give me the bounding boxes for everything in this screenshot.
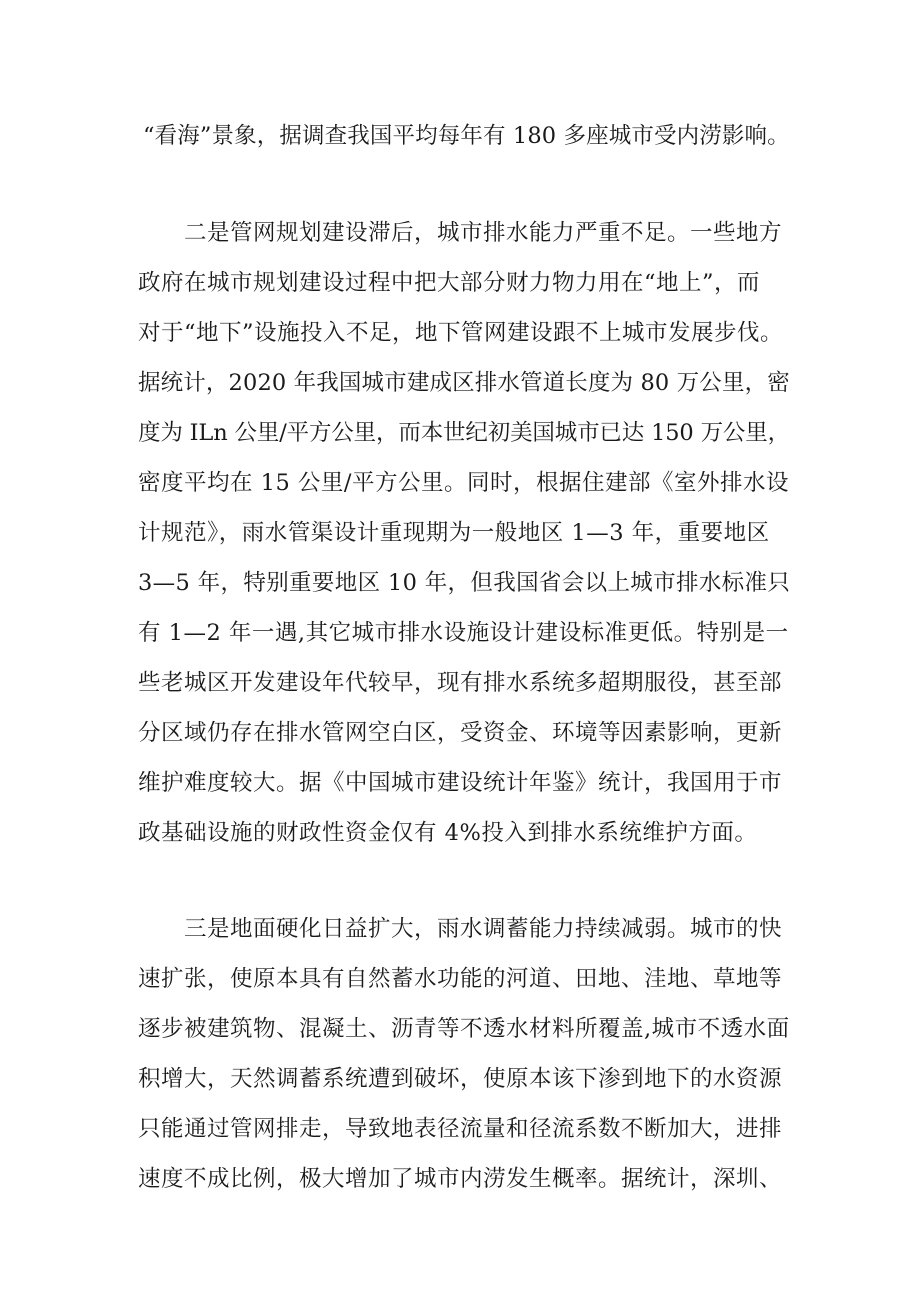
text-line: 维护难度较大。据《中国城市建设统计年鉴》统计，我国用于市 — [138, 770, 783, 796]
text-line: 密度平均在 15 公里/平方公里。同时，根据住建部《室外排水设 — [138, 470, 790, 496]
text-line: 速度不成比例，极大增加了城市内涝发生概率。据统计，深圳、 — [138, 1166, 783, 1192]
text-line: 二是管网规划建设滞后，城市排水能力严重不足。一些地方 — [184, 220, 783, 246]
text-line: 政基础设施的财政性资金仅有 4%投入到排水系统维护方面。 — [138, 820, 758, 846]
text-line: 只能通过管网排走，导致地表径流量和径流系数不断加大，进排 — [138, 1116, 783, 1142]
text-line: 逐步被建筑物、混凝土、沥青等不透水材料所覆盖,城市不透水面 — [138, 1016, 790, 1042]
text-line: 3—5 年，特别重要地区 10 年，但我国省会以上城市排水标准只 — [138, 570, 791, 596]
text-line: 计规范》，雨水管渠设计重现期为一般地区 1—3 年，重要地区 — [138, 520, 770, 546]
text-line: 政府在城市规划建设过程中把大部分财力物力用在“地上”，而 — [138, 270, 761, 296]
text-line: 三是地面硬化日益扩大，雨水调蓄能力持续减弱。城市的快 — [184, 916, 783, 942]
text-line: 速扩张，使原本具有自然蓄水功能的河道、田地、洼地、草地等 — [138, 966, 783, 992]
text-line: 有 1—2 年一遇,其它城市排水设施设计建设标准更低。特别是一 — [138, 620, 789, 646]
text-line: 分区域仍存在排水管网空白区，受资金、环境等因素影响，更新 — [138, 720, 783, 746]
text-line: 据统计，2020 年我国城市建成区排水管道长度为 80 万公里，密 — [138, 370, 790, 396]
text-line: “看海”景象，据调查我国平均每年有 180 多座城市受内涝影响。 — [143, 123, 790, 149]
text-line: 度为 ILn 公里/平方公里，而本世纪初美国城市已达 150 万公里， — [138, 420, 790, 446]
text-line: 积增大，天然调蓄系统遭到破坏，使原本该下渗到地下的水资源 — [138, 1066, 783, 1092]
text-line: 些老城区开发建设年代较早，现有排水系统多超期服役，甚至部 — [138, 670, 783, 696]
text-line: 对于“地下”设施投入不足，地下管网建设跟不上城市发展步伐。 — [138, 320, 784, 346]
